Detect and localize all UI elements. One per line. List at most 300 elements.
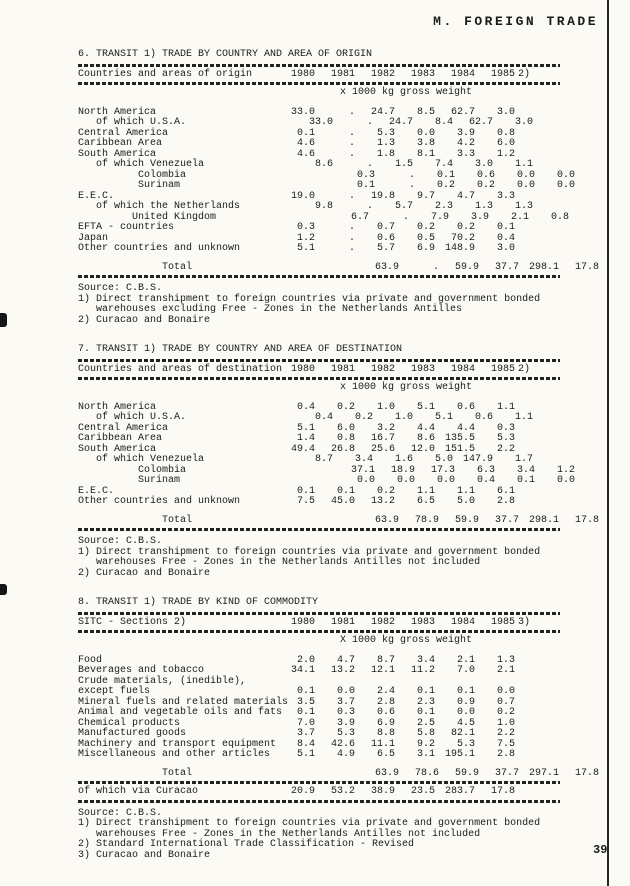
cell-value: 63.9 <box>374 767 399 779</box>
table-section-8 <box>78 597 599 861</box>
year-header: 1982 <box>370 363 395 375</box>
cell-value: 59.9 <box>454 261 479 273</box>
year-header: 1984 <box>450 68 475 80</box>
cell-value: 1.3 <box>496 654 515 666</box>
cell-value: 0.8 <box>336 433 355 444</box>
cell-value: 8.7 <box>376 654 395 666</box>
table-separator <box>78 800 560 803</box>
cell-value: 1.2 <box>296 232 315 244</box>
cell-value: . <box>348 127 355 139</box>
cell-value: . <box>366 201 373 212</box>
footnote-line: Source: C.B.S. <box>78 536 163 547</box>
footnote-line: 2) Curacao and Bonaire <box>78 314 211 326</box>
table-row <box>78 139 560 150</box>
cell-value: 3.0 <box>496 106 515 118</box>
table-separator <box>78 528 560 531</box>
table-section-7 <box>78 344 599 579</box>
cell-value: 0.9 <box>456 696 475 708</box>
row-label: of which the Netherlands <box>96 201 241 212</box>
footnote-line: 2) Curacao and Bonaire <box>78 567 211 579</box>
cell-value: 0.2 <box>376 485 395 497</box>
cell-value: 151.5 <box>444 443 475 455</box>
year-header: 1983 <box>410 363 435 375</box>
cell-value: 4.4 <box>456 422 475 434</box>
cell-value: 8.4 <box>434 117 453 128</box>
footnote-line: 3) Curacao and Bonaire <box>78 849 211 861</box>
cell-value: 37.7 <box>494 514 519 526</box>
cell-value: 8.4 <box>296 738 315 750</box>
cell-value: 1.0 <box>376 401 395 413</box>
cell-value: 33.0 <box>308 117 333 128</box>
table-row <box>78 687 560 698</box>
cell-value: 1.1 <box>514 159 533 170</box>
cell-value: 13.2 <box>370 496 395 507</box>
cell-value: . <box>348 138 355 149</box>
cell-value: 0.6 <box>476 169 495 181</box>
table-header-row <box>78 365 560 376</box>
binding-mark <box>0 313 7 327</box>
cell-value: 6.0 <box>336 422 355 434</box>
cell-value: 3.0 <box>474 159 493 170</box>
cell-value: 70.2 <box>450 232 475 244</box>
cell-value: 0.1 <box>296 686 315 697</box>
footnote-line: Source: C.B.S. <box>78 283 163 294</box>
row-label: Miscellaneous and other articles <box>78 749 271 760</box>
cell-value: . <box>408 169 415 181</box>
table-footnotes <box>78 809 560 862</box>
cell-value: 4.7 <box>336 654 355 666</box>
table-section-6 <box>78 49 599 326</box>
row-label: North America <box>78 401 157 413</box>
cell-value: 6.7 <box>350 211 369 223</box>
table-separator <box>78 781 560 784</box>
unit-label: x 1000 kg gross weight <box>339 382 473 393</box>
cell-value: 7.0 <box>296 717 315 729</box>
cell-value: 0.1 <box>496 222 515 233</box>
cell-value: 4.6 <box>296 138 315 149</box>
cell-value: 0.8 <box>550 211 569 223</box>
year-header: 1984 <box>450 616 475 628</box>
cell-value: 19.0 <box>290 190 315 202</box>
cell-value: 12.0 <box>410 443 435 455</box>
cell-value: 2.1 <box>496 665 515 676</box>
cell-value: 0.7 <box>496 696 515 708</box>
cell-value: 0.2 <box>456 222 475 233</box>
cell-value: 7.0 <box>456 665 475 676</box>
tables-container <box>78 49 599 880</box>
row-label: Food <box>78 654 103 666</box>
cell-value: 5.1 <box>296 422 315 434</box>
cell-value: 0.6 <box>376 232 395 244</box>
cell-value: 37.7 <box>494 261 519 273</box>
year-header: 1980 <box>290 616 315 628</box>
table-separator <box>78 630 560 633</box>
year-header: 1985 <box>490 363 515 375</box>
cell-value: 3.0 <box>496 243 515 254</box>
table-rows <box>78 656 560 761</box>
table-row <box>78 223 560 234</box>
cell-value: 6.3 <box>476 464 495 476</box>
cell-value: 1.7 <box>514 454 533 465</box>
cell-value: 3.4 <box>516 464 535 476</box>
cell-value: 0.2 <box>496 707 515 718</box>
cell-value: 0.4 <box>296 401 315 413</box>
cell-value: 7.5 <box>296 496 315 507</box>
cell-value: 0.0 <box>496 686 515 697</box>
cell-value: 3.0 <box>514 117 533 128</box>
cell-value: 0.1 <box>296 127 315 139</box>
row-label: South America <box>78 443 157 455</box>
total-label: Total <box>162 261 193 273</box>
cell-value: 6.9 <box>416 243 435 254</box>
row-label: Chemical products <box>78 717 181 729</box>
cell-value: 2.2 <box>496 443 515 455</box>
row-label: Central America <box>78 127 169 139</box>
cell-value: 33.0 <box>290 106 315 118</box>
cell-value: 8.7 <box>314 454 333 465</box>
table-rows <box>78 106 575 255</box>
year-header: 1985 <box>490 68 515 80</box>
cell-value: 5.3 <box>336 728 355 739</box>
cell-value: 5.1 <box>434 412 453 423</box>
cell-value: 0.0 <box>516 169 535 181</box>
row-label: E.E.C. <box>78 485 115 497</box>
cell-value: 20.9 <box>290 786 315 797</box>
row-label: except fuels <box>78 686 151 697</box>
cell-value: 5.3 <box>456 738 475 750</box>
table-row <box>78 202 560 213</box>
cell-value: 5.1 <box>296 243 315 254</box>
cell-value: . <box>348 148 355 160</box>
cell-value: 3.2 <box>376 422 395 434</box>
cell-value: 0.2 <box>336 401 355 413</box>
row-label: North America <box>78 106 157 118</box>
cell-value: 0.0 <box>356 475 375 486</box>
footnote-line: 2) Standard International Trade Classification - Revised <box>78 839 415 850</box>
cell-value: 19.8 <box>370 190 395 202</box>
row-label: Other countries and unknown <box>78 243 241 254</box>
page-edge-rule <box>607 0 609 886</box>
table-title: 7. TRANSIT 1) TRADE BY COUNTRY AND AREA OF DESTINATION <box>78 344 403 355</box>
cell-value: 11.2 <box>410 665 435 676</box>
cell-value: 1.0 <box>496 717 515 729</box>
binding-mark <box>0 584 7 595</box>
cell-value: 3.9 <box>456 127 475 139</box>
cell-value: 2.8 <box>496 749 515 760</box>
row-label: Central America <box>78 422 169 434</box>
table-header-row <box>78 618 560 629</box>
row-label: E.E.C. <box>78 190 115 202</box>
table-row <box>78 666 560 677</box>
cell-value: 4.4 <box>416 422 435 434</box>
cell-value: 37.7 <box>494 767 519 779</box>
cell-value: 1.1 <box>496 401 515 413</box>
cell-value: 24.7 <box>388 117 413 128</box>
cell-value: 5.7 <box>376 243 395 254</box>
table-row <box>78 708 560 719</box>
table-row <box>78 677 560 688</box>
year-header: 1984 <box>450 363 475 375</box>
row-label: Machinery and transport equipment <box>78 738 277 750</box>
cell-value: 3.1 <box>416 749 435 760</box>
cell-value: 5.0 <box>456 496 475 507</box>
cell-value: 25.6 <box>370 443 395 455</box>
cell-value: 0.6 <box>474 412 493 423</box>
footnote-line: Source: C.B.S. <box>78 807 163 819</box>
cell-value: 5.1 <box>296 749 315 760</box>
cell-value: 3.3 <box>496 190 515 202</box>
footnote-line: 1) Direct transhipment to foreign countries via private and government bonded <box>78 818 541 829</box>
table-row <box>78 455 560 466</box>
cell-value: 148.9 <box>444 243 475 254</box>
cell-value: 0.7 <box>376 222 395 233</box>
table-row <box>78 750 560 761</box>
cell-value: . <box>348 106 355 118</box>
cell-value: 7.4 <box>434 159 453 170</box>
year-header: 1980 <box>290 68 315 80</box>
cell-value: 13.2 <box>330 665 355 676</box>
cell-value: 2.5 <box>416 717 435 729</box>
row-label: Animal and vegetable oils and fats <box>78 707 283 718</box>
cell-value: 3.3 <box>456 148 475 160</box>
cell-value: 17.8 <box>490 786 515 797</box>
table-footnotes <box>78 537 560 579</box>
cell-value: 59.9 <box>454 514 479 526</box>
table-row <box>78 180 575 192</box>
table-header-row <box>78 70 560 81</box>
cell-value: 17.8 <box>574 514 599 526</box>
year-header: 1983 <box>410 616 435 628</box>
table-title: 8. TRANSIT 1) TRADE BY KIND OF COMMODITY <box>78 597 319 608</box>
table-separator <box>78 275 560 278</box>
footnote-line: warehouses Free - Zones in the Netherlands Antilles not included <box>78 828 481 840</box>
cell-value: 0.4 <box>476 475 495 486</box>
table-row <box>78 514 599 527</box>
cell-value: 9.2 <box>416 738 435 750</box>
cell-value: 0.2 <box>476 180 495 191</box>
cell-value: 0.0 <box>416 127 435 139</box>
year-header: 1980 <box>290 363 315 375</box>
cell-value: 7.9 <box>430 211 449 223</box>
cell-value: 3.9 <box>336 717 355 729</box>
footnote-line: 1) Direct transhipment to foreign countries via private and government bonded <box>78 293 541 305</box>
row-label: Beverages and tobacco <box>78 665 205 676</box>
cell-value: 147.9 <box>462 454 493 465</box>
cell-value: 63.9 <box>374 261 399 273</box>
cell-value: 1.8 <box>376 148 395 160</box>
cell-value: . <box>408 180 415 191</box>
cell-value: 18.9 <box>390 464 415 476</box>
year-header: 1982 <box>370 616 395 628</box>
table-row <box>78 475 575 487</box>
cell-value: 38.9 <box>370 786 395 797</box>
cell-value: 78.6 <box>414 767 439 779</box>
cell-value: 0.1 <box>416 686 435 697</box>
cell-value: 2.2 <box>496 728 515 739</box>
table-row <box>78 244 560 255</box>
row-label: of which U.S.A. <box>96 412 187 423</box>
cell-value: 1.1 <box>514 412 533 423</box>
cell-value: 82.1 <box>450 728 475 739</box>
cell-value: 45.0 <box>330 496 355 507</box>
cell-value: 1.1 <box>416 485 435 497</box>
year-suffix-note: 2) <box>518 68 531 80</box>
cell-value: 0.1 <box>296 707 315 718</box>
page-number: 39 <box>593 843 608 857</box>
table-row <box>78 413 560 424</box>
row-label: Colombia <box>138 464 187 476</box>
cell-value: 0.1 <box>336 485 355 497</box>
table-row <box>78 729 560 740</box>
cell-value: 62.7 <box>468 117 493 128</box>
cell-value: 1.2 <box>556 464 575 476</box>
cell-value: . <box>348 190 355 202</box>
cell-value: 2.3 <box>416 696 435 708</box>
table-separator <box>78 612 560 615</box>
cell-value: 0.3 <box>296 222 315 233</box>
year-suffix-note: 2) <box>518 363 531 375</box>
cell-value: 26.8 <box>330 443 355 455</box>
cell-value: 78.9 <box>414 514 439 526</box>
cell-value: 1.3 <box>376 138 395 149</box>
cell-value: 1.6 <box>394 454 413 465</box>
year-header: 1981 <box>330 363 355 375</box>
table-row <box>78 160 560 171</box>
cell-value: 1.4 <box>296 433 315 444</box>
cell-value: 17.3 <box>430 464 455 476</box>
cell-value: 8.6 <box>416 433 435 444</box>
cell-value: . <box>366 159 373 170</box>
cell-value: 6.1 <box>496 485 515 497</box>
table-row <box>78 434 560 445</box>
table-rows <box>78 401 575 508</box>
cell-value: 2.1 <box>456 654 475 666</box>
cell-value: 0.6 <box>376 707 395 718</box>
table-separator <box>78 82 560 85</box>
cell-value: 5.7 <box>394 201 413 212</box>
cell-value: 11.1 <box>370 738 395 750</box>
cell-value: 8.1 <box>416 148 435 160</box>
cell-value: 1.3 <box>474 201 493 212</box>
footnote-line: warehouses excluding Free - Zones in the Netherlands Antilles <box>78 304 463 315</box>
cell-value: 23.5 <box>410 786 435 797</box>
year-header: 1985 <box>490 616 515 628</box>
cell-value: 37.1 <box>350 464 375 476</box>
cell-value: 297.1 <box>528 767 559 779</box>
cell-value: 4.2 <box>456 138 475 149</box>
table-row <box>78 118 560 129</box>
cell-value: 24.7 <box>370 106 395 118</box>
cell-value: 8.6 <box>314 159 333 170</box>
cell-value: 3.8 <box>416 138 435 149</box>
cell-value: 42.6 <box>330 738 355 750</box>
table-row <box>78 497 560 508</box>
row-label: South America <box>78 148 157 160</box>
cell-value: 0.0 <box>396 475 415 486</box>
cell-value: 3.9 <box>470 211 489 223</box>
year-header: 1981 <box>330 616 355 628</box>
cell-value: 4.9 <box>336 749 355 760</box>
cell-value: 0.5 <box>416 232 435 244</box>
cell-value: 34.1 <box>290 665 315 676</box>
cell-value: 0.1 <box>456 686 475 697</box>
cell-value: . <box>366 117 373 128</box>
cell-value: 5.8 <box>416 728 435 739</box>
cell-value: 17.8 <box>574 767 599 779</box>
footnote-line: 1) Direct transhipment to foreign countries via private and government bonded <box>78 546 541 558</box>
cell-value: 0.2 <box>436 180 455 191</box>
cell-value: 1.3 <box>514 201 533 212</box>
year-header: 1982 <box>370 68 395 80</box>
cell-value: 0.4 <box>314 412 333 423</box>
cell-value: 2.8 <box>376 696 395 708</box>
cell-value: 0.0 <box>516 180 535 191</box>
row-label: Other countries and unknown <box>78 496 241 507</box>
cell-value: 49.4 <box>290 443 315 455</box>
cell-value: 0.6 <box>456 401 475 413</box>
row-label: Colombia <box>138 169 187 181</box>
cell-value: 6.5 <box>416 496 435 507</box>
row-label: Japan <box>78 232 109 244</box>
cell-value: 298.1 <box>528 514 559 526</box>
table-separator <box>78 64 560 67</box>
table-title: 6. TRANSIT 1) TRADE BY COUNTRY AND AREA OF ORIGIN <box>78 49 373 60</box>
table-row <box>78 787 560 798</box>
cell-value: 283.7 <box>444 786 475 797</box>
footnote-line: warehouses Free - Zones in the Netherlands Antilles not included <box>78 557 481 568</box>
cell-value: 6.5 <box>376 749 395 760</box>
total-label: Total <box>162 514 193 526</box>
page-header: M. FOREIGN TRADE <box>433 14 598 29</box>
row-label: Caribbean Area <box>78 138 163 149</box>
cell-value: 16.7 <box>370 433 395 444</box>
cell-value: 4.5 <box>456 717 475 729</box>
cell-value: 1.2 <box>496 148 515 160</box>
cell-value: 0.4 <box>496 232 515 244</box>
table-row <box>78 767 599 780</box>
cell-value: 0.0 <box>556 169 575 181</box>
cell-value: 1.0 <box>394 412 413 423</box>
cell-value: 0.0 <box>456 707 475 718</box>
row-label: Caribbean Area <box>78 433 163 444</box>
cell-value: 7.5 <box>496 738 515 750</box>
unit-label: X 1000 kg gross weight <box>339 635 473 646</box>
cell-value: . <box>402 211 409 223</box>
cell-value: 0.1 <box>436 169 455 181</box>
cell-value: 9.7 <box>416 190 435 202</box>
total-label: Total <box>162 767 193 779</box>
column-header: Countries and areas of origin <box>78 68 253 80</box>
cell-value: 0.3 <box>336 707 355 718</box>
cell-value: 2.1 <box>510 211 529 223</box>
cell-value: . <box>348 232 355 244</box>
cell-value: 0.2 <box>416 222 435 233</box>
row-label: of which Venezuela <box>96 454 205 465</box>
cell-value: . <box>348 222 355 233</box>
cell-value: 1.1 <box>456 485 475 497</box>
cell-value: 17.8 <box>574 261 599 273</box>
cell-value: 0.3 <box>356 169 375 181</box>
cell-value: 2.3 <box>434 201 453 212</box>
cell-value: 0.0 <box>556 475 575 486</box>
cell-value: 4.6 <box>296 148 315 160</box>
cell-value: 5.0 <box>434 454 453 465</box>
row-label: Mineral fuels and related materials <box>78 696 289 708</box>
year-header: 1983 <box>410 68 435 80</box>
row-label: of which U.S.A. <box>96 117 187 128</box>
cell-value: 195.1 <box>444 749 475 760</box>
cell-value: 0.1 <box>416 707 435 718</box>
